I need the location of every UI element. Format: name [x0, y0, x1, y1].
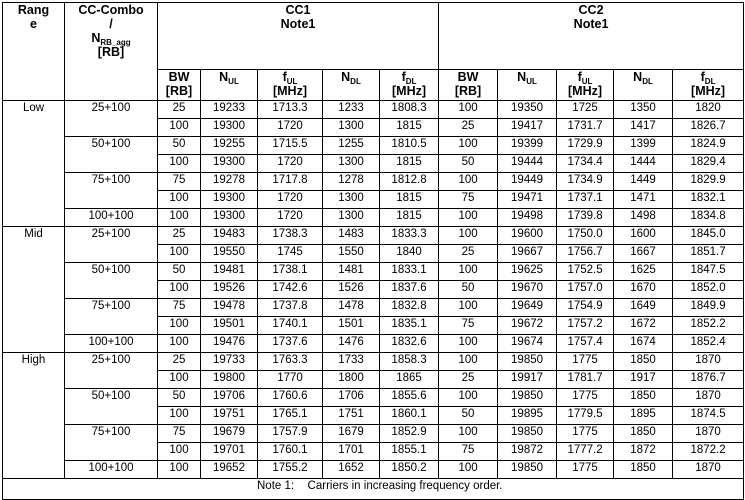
cc1-subheader-4: $f_{DL}$ [MHz] [380, 70, 439, 101]
data-cell: 1876.7 [673, 371, 744, 389]
data-cell: 1760.6 [258, 389, 323, 407]
data-cell: 1832.8 [380, 299, 439, 317]
data-cell: 1399 [614, 137, 673, 155]
combo-cell: 75+100 [65, 299, 158, 335]
data-cell: 1775 [557, 461, 614, 479]
data-cell: 100 [158, 335, 201, 353]
data-cell: 1740.1 [258, 317, 323, 335]
data-cell: 100 [439, 263, 498, 281]
data-cell: 100 [439, 353, 498, 371]
data-cell: 1667 [614, 245, 673, 263]
combo-header-unit: [RB] [97, 45, 125, 59]
data-cell: 1917 [614, 371, 673, 389]
data-cell: 50 [439, 281, 498, 299]
data-cell: 50 [439, 407, 498, 425]
data-cell: 1850 [614, 425, 673, 443]
data-cell: 1847.5 [673, 263, 744, 281]
data-cell: 19481 [201, 263, 258, 281]
data-cell: 1760.1 [258, 443, 323, 461]
data-cell: 100 [439, 137, 498, 155]
data-cell: 1808.3 [380, 101, 439, 119]
data-cell: 75 [439, 191, 498, 209]
data-cell: 1233 [323, 101, 380, 119]
combo-header-n: $N_{RB\_agg}$ [91, 31, 131, 47]
data-cell: 50 [439, 155, 498, 173]
cc1-subheader-2: $f_{UL}$ [MHz] [258, 70, 323, 101]
range-header [3, 3, 65, 101]
data-cell: 19672 [498, 317, 557, 335]
data-cell: 19733 [201, 353, 258, 371]
data-cell: 19649 [498, 299, 557, 317]
data-cell: 100 [158, 245, 201, 263]
cc1-header [158, 3, 439, 70]
range-cell: Low [3, 101, 65, 227]
data-cell: 1855.6 [380, 389, 439, 407]
data-cell: 1777.2 [557, 443, 614, 461]
cc1-header-line2: Note1 [280, 17, 316, 31]
data-cell: 1720 [258, 155, 323, 173]
data-cell: 1756.7 [557, 245, 614, 263]
data-cell: 1815 [380, 209, 439, 227]
data-cell: 1850 [614, 389, 673, 407]
combo-cell: 50+100 [65, 263, 158, 299]
data-cell: 100 [439, 335, 498, 353]
data-cell: 1625 [614, 263, 673, 281]
data-cell: 1800 [323, 371, 380, 389]
data-cell: 100 [439, 101, 498, 119]
data-cell: 1672 [614, 317, 673, 335]
data-cell: 1850 [614, 461, 673, 479]
note-label: Note 1: [257, 480, 295, 492]
data-cell: 1739.8 [557, 209, 614, 227]
data-cell: 75 [158, 173, 201, 191]
cc2-subheader-3: $N_{DL}$ [614, 70, 673, 101]
data-cell: 1255 [323, 137, 380, 155]
data-cell: 50 [158, 137, 201, 155]
data-cell: 1717.8 [258, 173, 323, 191]
data-cell: 1757.0 [557, 281, 614, 299]
data-cell: 1752.5 [557, 263, 614, 281]
table-row [3, 299, 744, 317]
data-cell: 1845.0 [673, 227, 744, 245]
data-cell: 19476 [201, 335, 258, 353]
data-cell: 19895 [498, 407, 557, 425]
data-cell: 1874.5 [673, 407, 744, 425]
data-cell: 100 [158, 191, 201, 209]
data-cell: 1810.5 [380, 137, 439, 155]
table-row [3, 425, 744, 443]
cc2-header [439, 3, 744, 70]
combo-cell: 100+100 [65, 209, 158, 227]
data-cell: 19300 [201, 119, 258, 137]
table-row [3, 263, 744, 281]
data-cell: 1872 [614, 443, 673, 461]
data-cell: 1852.4 [673, 335, 744, 353]
data-cell: 1850 [614, 353, 673, 371]
data-cell: 1476 [323, 335, 380, 353]
data-cell: 1720 [258, 191, 323, 209]
data-cell: 1417 [614, 119, 673, 137]
data-cell: 1734.4 [557, 155, 614, 173]
data-cell: 1837.6 [380, 281, 439, 299]
data-cell: 100 [439, 299, 498, 317]
cc1-header-line1: CC1 [285, 3, 311, 17]
data-cell: 19850 [498, 353, 557, 371]
data-cell: 1751 [323, 407, 380, 425]
combo-cell: 50+100 [65, 137, 158, 173]
cc2-header-line1: CC2 [578, 3, 604, 17]
data-cell: 1850.2 [380, 461, 439, 479]
data-cell: 1729.9 [557, 137, 614, 155]
table-row [3, 173, 744, 191]
data-cell: 1600 [614, 227, 673, 245]
data-cell: 1820 [673, 101, 744, 119]
data-cell: 1742.6 [258, 281, 323, 299]
data-cell: 19670 [498, 281, 557, 299]
data-cell: 1715.5 [258, 137, 323, 155]
range-cell: High [3, 353, 65, 479]
data-cell: 1832.6 [380, 335, 439, 353]
combo-header-line1: CC-Combo [78, 3, 144, 17]
data-cell: 1832.1 [673, 191, 744, 209]
combo-cell: 75+100 [65, 425, 158, 461]
data-cell: 19449 [498, 173, 557, 191]
data-cell: 19501 [201, 317, 258, 335]
data-cell: 100 [158, 407, 201, 425]
table-row [3, 209, 744, 227]
data-cell: 100 [439, 173, 498, 191]
data-cell: 19679 [201, 425, 258, 443]
combo-header [65, 3, 158, 101]
data-cell: 19300 [201, 209, 258, 227]
data-cell: 19850 [498, 461, 557, 479]
data-cell: 25 [158, 101, 201, 119]
combo-cell: 100+100 [65, 461, 158, 479]
data-cell: 1757.9 [258, 425, 323, 443]
data-cell: 100 [158, 281, 201, 299]
data-cell: 25 [439, 371, 498, 389]
data-cell: 19350 [498, 101, 557, 119]
data-cell: 1738.3 [258, 227, 323, 245]
data-cell: 1812.8 [380, 173, 439, 191]
data-cell: 1852.0 [673, 281, 744, 299]
data-cell: 1278 [323, 173, 380, 191]
table-row [3, 389, 744, 407]
data-cell: 1713.3 [258, 101, 323, 119]
data-cell: 75 [439, 317, 498, 335]
data-cell: 1679 [323, 425, 380, 443]
data-cell: 1815 [380, 155, 439, 173]
data-cell: 25 [158, 227, 201, 245]
data-cell: 1840 [380, 245, 439, 263]
data-cell: 1833.3 [380, 227, 439, 245]
cc1-subheader-1: $N_{UL}$ [201, 70, 258, 101]
data-cell: 1498 [614, 209, 673, 227]
data-cell: 1300 [323, 209, 380, 227]
data-cell: 1779.5 [557, 407, 614, 425]
data-cell: 1858.3 [380, 353, 439, 371]
combo-cell: 25+100 [65, 227, 158, 263]
table-row [3, 353, 744, 371]
cc1-subheader-3: $N_{DL}$ [323, 70, 380, 101]
data-cell: 1824.9 [673, 137, 744, 155]
data-cell: 1526 [323, 281, 380, 299]
data-cell: 19800 [201, 371, 258, 389]
table-row [3, 227, 744, 245]
data-cell: 1851.7 [673, 245, 744, 263]
data-cell: 1483 [323, 227, 380, 245]
data-cell: 1745 [258, 245, 323, 263]
table-row [3, 101, 744, 119]
data-cell: 75 [439, 443, 498, 461]
cc2-subheader-2: $f_{UL}$ [MHz] [557, 70, 614, 101]
data-cell: 1855.1 [380, 443, 439, 461]
combo-cell: 25+100 [65, 353, 158, 389]
data-cell: 1674 [614, 335, 673, 353]
data-cell: 100 [158, 371, 201, 389]
data-cell: 1550 [323, 245, 380, 263]
data-cell: 1852.2 [673, 317, 744, 335]
data-cell: 19850 [498, 389, 557, 407]
data-cell: 100 [439, 209, 498, 227]
data-cell: 19600 [498, 227, 557, 245]
data-cell: 1757.4 [557, 335, 614, 353]
data-cell: 1763.3 [258, 353, 323, 371]
data-cell: 19444 [498, 155, 557, 173]
data-cell: 1444 [614, 155, 673, 173]
data-cell: 1725 [557, 101, 614, 119]
data-cell: 1706 [323, 389, 380, 407]
data-cell: 1833.1 [380, 263, 439, 281]
data-cell: 1775 [557, 389, 614, 407]
data-cell: 1829.9 [673, 173, 744, 191]
data-cell: 1754.9 [557, 299, 614, 317]
data-cell: 1734.9 [557, 173, 614, 191]
combo-cell: 25+100 [65, 101, 158, 137]
data-cell: 1870 [673, 353, 744, 371]
data-cell: 1775 [557, 425, 614, 443]
note-row [3, 479, 744, 500]
data-cell: 100 [439, 389, 498, 407]
data-cell: 19478 [201, 299, 258, 317]
data-cell: 100 [439, 461, 498, 479]
data-cell: 19483 [201, 227, 258, 245]
data-cell: 1738.1 [258, 263, 323, 281]
table-row [3, 461, 744, 479]
data-cell: 1737.8 [258, 299, 323, 317]
data-cell: 19300 [201, 155, 258, 173]
data-cell: 1300 [323, 191, 380, 209]
data-cell: 1300 [323, 119, 380, 137]
data-cell: 100 [158, 461, 201, 479]
data-cell: 19701 [201, 443, 258, 461]
data-cell: 19233 [201, 101, 258, 119]
data-cell: 19706 [201, 389, 258, 407]
data-cell: 1755.2 [258, 461, 323, 479]
data-cell: 100 [158, 119, 201, 137]
data-cell: 1829.4 [673, 155, 744, 173]
data-cell: 1775 [557, 353, 614, 371]
data-cell: 19498 [498, 209, 557, 227]
data-cell: 1670 [614, 281, 673, 299]
data-cell: 1737.6 [258, 335, 323, 353]
data-cell: 1701 [323, 443, 380, 461]
cc2-subheader-0: BW [RB] [439, 70, 498, 101]
data-cell: 1471 [614, 191, 673, 209]
data-cell: 100 [439, 425, 498, 443]
table-body [3, 101, 744, 479]
cc2-header-line2: Note1 [573, 17, 609, 31]
data-cell: 19471 [498, 191, 557, 209]
cc1-subheader-0: BW [RB] [158, 70, 201, 101]
data-cell: 1895 [614, 407, 673, 425]
data-cell: 19255 [201, 137, 258, 155]
data-cell: 1652 [323, 461, 380, 479]
table-container [2, 2, 743, 500]
table-row [3, 137, 744, 155]
data-cell: 1815 [380, 119, 439, 137]
data-cell: 19674 [498, 335, 557, 353]
combo-cell: 50+100 [65, 389, 158, 425]
data-cell: 1720 [258, 209, 323, 227]
data-cell: 1852.9 [380, 425, 439, 443]
combo-cell: 100+100 [65, 335, 158, 353]
data-cell: 100 [158, 155, 201, 173]
cc2-subheader-4: $f_{DL}$ [MHz] [673, 70, 744, 101]
data-cell: 1757.2 [557, 317, 614, 335]
combo-cell: 75+100 [65, 173, 158, 209]
data-cell: 1449 [614, 173, 673, 191]
data-cell: 19399 [498, 137, 557, 155]
data-cell: 1870 [673, 461, 744, 479]
data-cell: 19526 [201, 281, 258, 299]
data-cell: 1835.1 [380, 317, 439, 335]
data-cell: 1834.8 [673, 209, 744, 227]
note-text: Carriers in increasing frequency order. [307, 480, 503, 492]
data-cell: 1350 [614, 101, 673, 119]
data-cell: 25 [158, 353, 201, 371]
data-cell: 1501 [323, 317, 380, 335]
data-cell: 1731.7 [557, 119, 614, 137]
range-cell: Mid [3, 227, 65, 353]
data-cell: 1849.9 [673, 299, 744, 317]
data-cell: 1750.0 [557, 227, 614, 245]
range-header-label: Range [17, 3, 50, 31]
data-cell: 25 [439, 119, 498, 137]
data-cell: 1733 [323, 353, 380, 371]
data-cell: 50 [158, 263, 201, 281]
data-cell: 100 [158, 209, 201, 227]
data-cell: 1649 [614, 299, 673, 317]
data-cell: 100 [439, 227, 498, 245]
table-row [3, 335, 744, 353]
data-cell: 19917 [498, 371, 557, 389]
data-cell: 19625 [498, 263, 557, 281]
data-cell: 1300 [323, 155, 380, 173]
carrier-aggregation-table [2, 2, 744, 500]
combo-header-line2: / [109, 17, 113, 31]
data-cell: 1737.1 [557, 191, 614, 209]
data-cell: 19872 [498, 443, 557, 461]
data-cell: 1870 [673, 425, 744, 443]
data-cell: 1872.2 [673, 443, 744, 461]
data-cell: 50 [158, 389, 201, 407]
data-cell: 1860.1 [380, 407, 439, 425]
data-cell: 19652 [201, 461, 258, 479]
data-cell: 19751 [201, 407, 258, 425]
data-cell: 1826.7 [673, 119, 744, 137]
data-cell: 19300 [201, 191, 258, 209]
data-cell: 19278 [201, 173, 258, 191]
data-cell: 19550 [201, 245, 258, 263]
data-cell: 1815 [380, 191, 439, 209]
data-cell: 1481 [323, 263, 380, 281]
data-cell: 1765.1 [258, 407, 323, 425]
data-cell: 100 [158, 443, 201, 461]
data-cell: 75 [158, 425, 201, 443]
data-cell: 25 [439, 245, 498, 263]
data-cell: 1865 [380, 371, 439, 389]
data-cell: 1781.7 [557, 371, 614, 389]
cc2-subheader-1: $N_{UL}$ [498, 70, 557, 101]
data-cell: 1720 [258, 119, 323, 137]
data-cell: 19850 [498, 425, 557, 443]
data-cell: 75 [158, 299, 201, 317]
data-cell: 19667 [498, 245, 557, 263]
data-cell: 1870 [673, 389, 744, 407]
data-cell: 1770 [258, 371, 323, 389]
data-cell: 100 [158, 317, 201, 335]
data-cell: 1478 [323, 299, 380, 317]
data-cell: 19417 [498, 119, 557, 137]
